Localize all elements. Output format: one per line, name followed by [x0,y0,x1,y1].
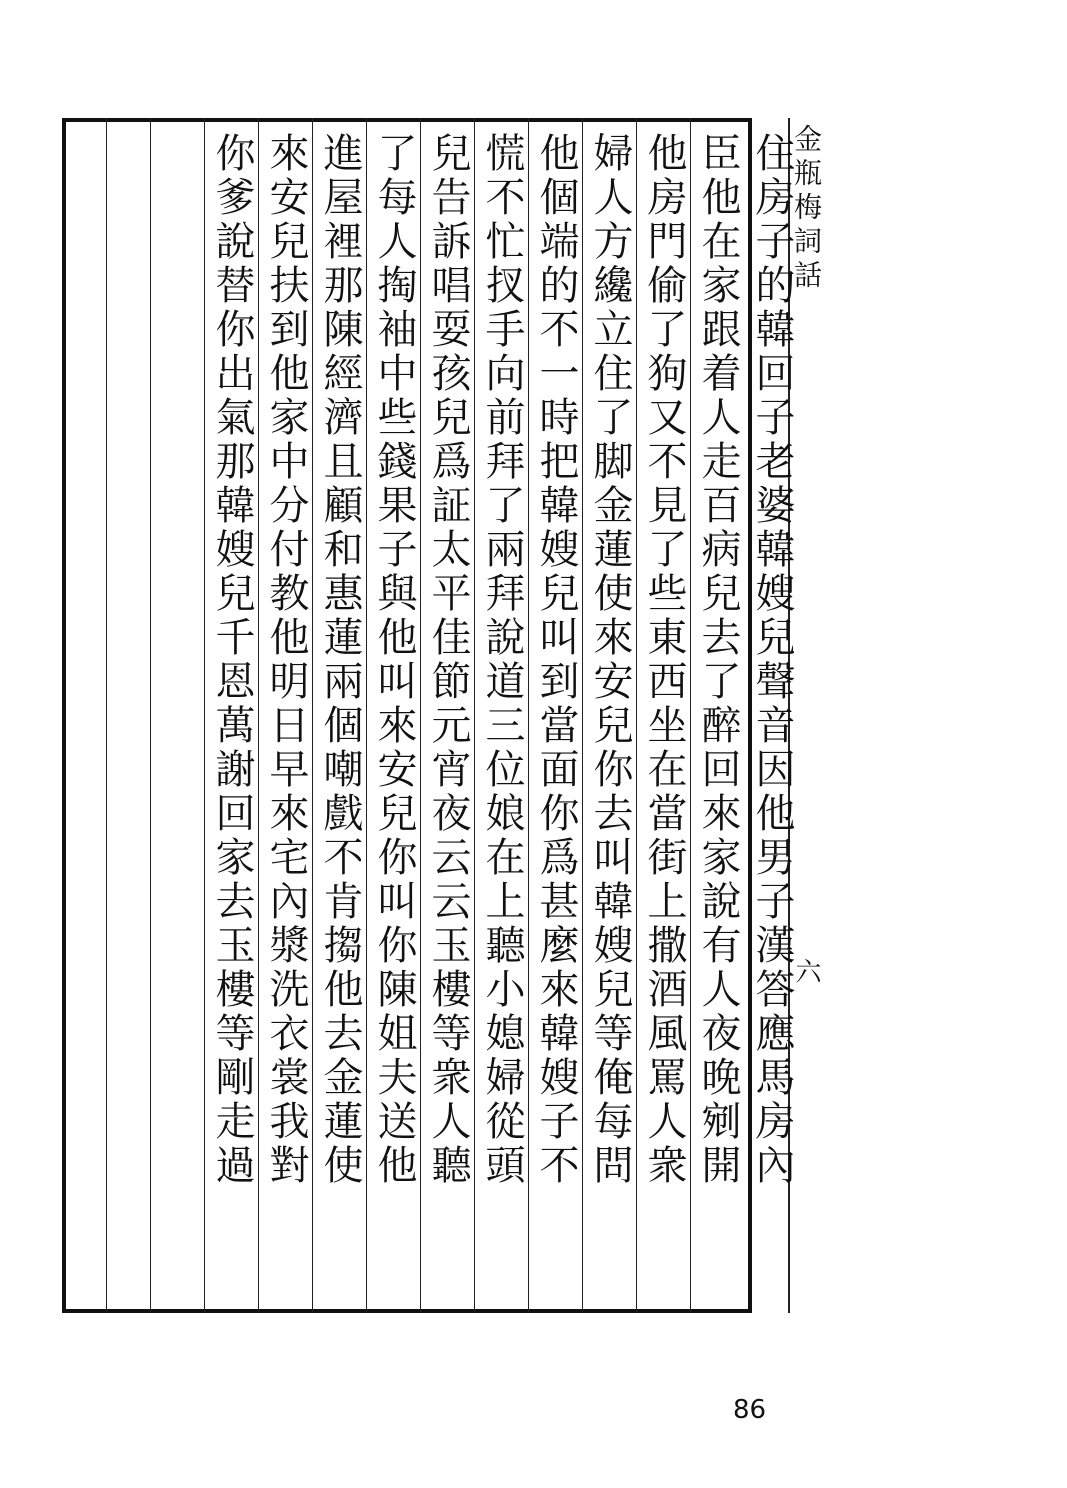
text-column-9: 進屋裡那陳經濟且顧和惠蓮兩個嘲戲不肯搊他去金蓮使 [317,132,363,1188]
text-column-7: 兒告訴唱耍孩兒爲証太平佳節元宵夜云云玉樓等衆人聽 [425,132,471,1188]
text-column-4: 婦人方纔立住了脚金蓮使來安兒你去叫韓嫂兒等俺每問 [587,132,633,1188]
column-rule [528,118,529,1313]
text-column-2: 臣他在家跟着人走百病兒去了醉回來家說有人夜晚剜開 [695,132,741,1188]
text-column-11: 你爹說替你出氣那韓嫂兒千恩萬謝回家去玉樓等剛走過 [209,132,255,1188]
column-rule [582,118,583,1313]
column-rule [474,118,475,1313]
column-rule [690,118,691,1313]
spine-chapter: 六 [791,958,821,984]
column-rule [258,118,259,1313]
column-rule [204,118,205,1313]
column-rule [150,118,151,1313]
page-number: 86 [733,1395,767,1425]
spine-title: 金瓶梅詞話 [790,124,823,294]
column-rule [106,118,107,1313]
text-column-5: 他個端的不一時把韓嫂兒叫到當面你爲甚麼來韓嫂子不 [533,132,579,1188]
text-column-1: 住房子的韓回子老婆韓嫂兒聲音因他男子漢答應馬房內 [749,132,795,1188]
text-column-10: 來安兒扶到他家中分付教他明日早來宅內漿洗衣裳我對 [263,132,309,1188]
text-column-8: 了每人掏袖中些錢果子與他叫來安兒你叫你陳姐夫送他 [371,132,417,1188]
text-column-3: 他房門偷了狗又不見了些東西坐在當街上撒酒風罵人衆 [641,132,687,1188]
text-column-6: 慌不忙扠手向前拜了兩拜說道三位娘在上聽小媳婦從頭 [479,132,525,1188]
column-rule [312,118,313,1313]
column-rule [636,118,637,1313]
column-rule [366,118,367,1313]
column-rule [420,118,421,1313]
